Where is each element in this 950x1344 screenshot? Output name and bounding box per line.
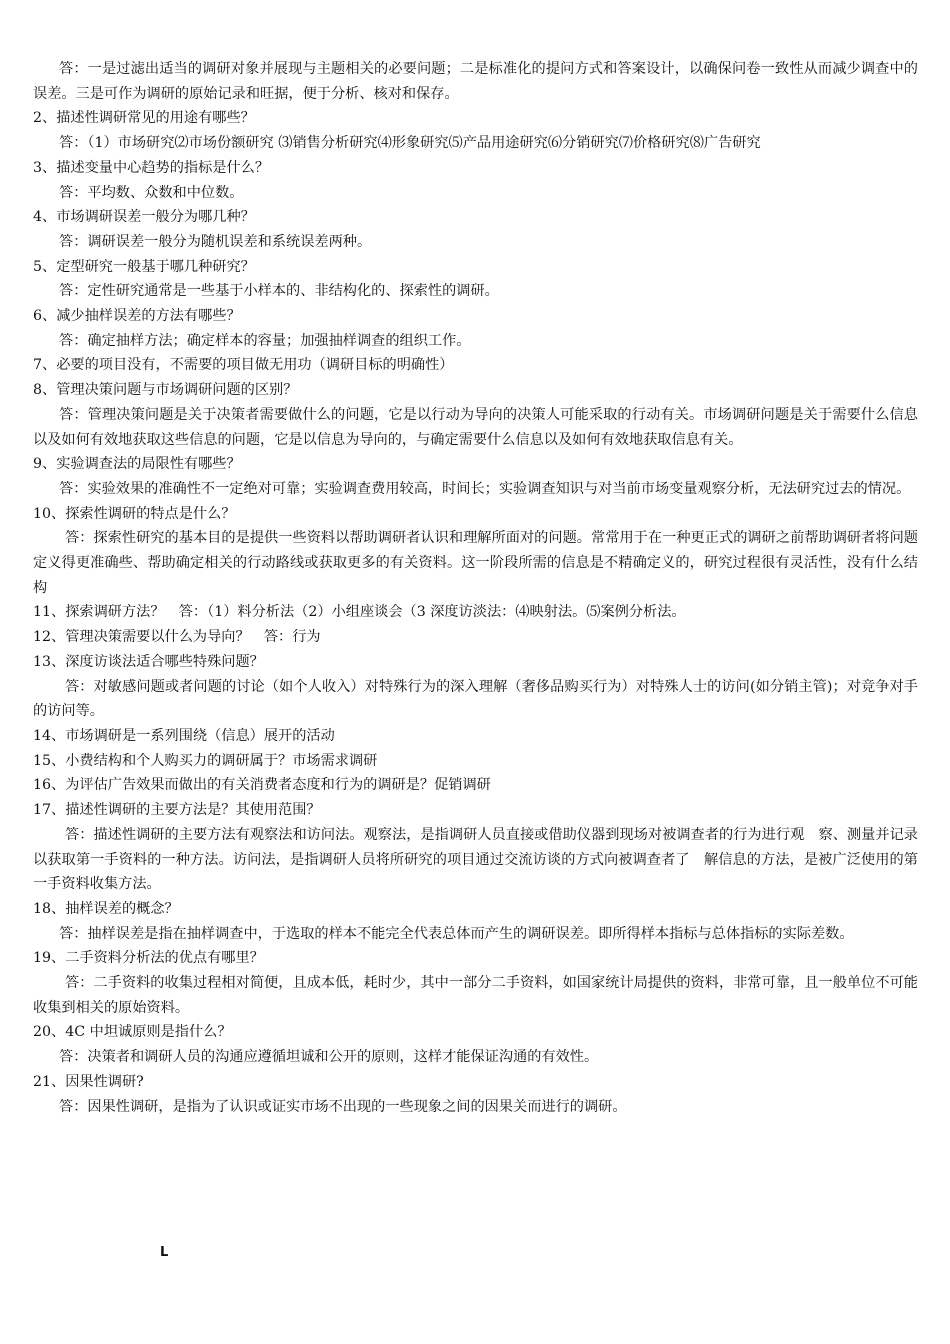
answer-5: 答：定性研究通常是一些基于小样本的、非结构化的、探索性的调研。 (59, 283, 499, 300)
question-15: 15、小费结构和个人购买力的调研属于？市场需求调研 (33, 752, 378, 769)
question-18: 18、抽样误差的概念？ (33, 900, 179, 917)
answer-10: 答：探索性研究的基本目的是提供一些资料以帮助调研者认识和理解所面对的问题。常常用于在一种更正式的调研之前帮助调研者将问题定义得更准确些、帮助确定相关的行动路线或获取更多的有关资料。这一阶段所需的信息是不精确定义的，研究过程很有灵活性，没有什么结构 (33, 530, 918, 596)
question-9: 9、实验调查法的局限性有哪些？ (33, 456, 241, 473)
question-13: 13、深度访谈法适合哪些特殊问题？ (33, 653, 264, 670)
question-19: 19、二手资料分析法的优点有哪里？ (33, 950, 264, 967)
answer-2: 答：（1）市场研究⑵市场份额研究 ⑶销售分析研究⑷形象研究⑸产品用途研究⑹分销研究⑺价格研究⑻广告研究 (59, 135, 761, 152)
question-5: 5、定型研究一般基于哪几种研究？ (33, 258, 255, 275)
answer-8: 答：管理决策问题是关于决策者需要做什么的问题，它是以行动为导向的决策人可能采取的行动有关。市场调研问题是关于需要什么信息以及如何有效地获取这些信息的问题，它是以信息为导向的，与确定需要什么信息以及如何有效地获取信息有关。 (33, 406, 918, 448)
question-7: 7、必要的项目没有，不需要的项目做无用功（调研目标的明确性） (33, 357, 454, 374)
question-8: 8、管理决策问题与市场调研问题的区别？ (33, 382, 298, 399)
answer-1: 答：一是过滤出适当的调研对象并展现与主题相关的必要问题；二是标准化的提问方式和答案设计，以确保问卷一致性从而减少调查中的误差。三是可作为调研的原始记录和旺据，便于分析、核对和保存。 (33, 61, 918, 102)
question-12: 12、管理决策需要以什么为导向？ 答：行为 (33, 629, 321, 646)
answer-19: 答：二手资料的收集过程相对简便，且成本低，耗时少，其中一部分二手资料，如国家统计局提供的资料，非常可靠，且一般单位不可能收集到相关的原始资料。 (33, 975, 918, 1016)
question-14: 14、市场调研是一系列围绕（信息）展开的活动 (33, 727, 335, 744)
question-17: 17、描述性调研的主要方法是？其使用范围？ (33, 802, 321, 819)
answer-9: 答：实验效果的准确性不一定绝对可靠；实验调查费用较高，时间长；实验调查知识与对当前市场变量观察分析，无法研究过去的情况。 (59, 480, 911, 497)
question-6: 6、减少抽样误差的方法有哪些？ (33, 308, 241, 325)
question-3: 3、描述变量中心趋势的指标是什么？ (33, 159, 270, 176)
answer-3: 答：平均数、众数和中位数。 (59, 184, 244, 201)
answer-4: 答：调研误差一般分为随机误差和系统误差两种。 (59, 233, 372, 250)
answer-18: 答：抽样误差是指在抽样调查中，于选取的样本不能完全代表总体而产生的调研误差。即所得样本指标与总体指标的实际差数。 (59, 925, 854, 942)
answer-6: 答：确定抽样方法；确定样本的容量；加强抽样调查的组织工作。 (59, 332, 471, 349)
question-2: 2、描述性调研常见的用途有哪些？ (33, 110, 255, 127)
qa-content (33, 57, 918, 1119)
footer-mark: L (160, 1245, 169, 1260)
answer-21: 答：因果性调研，是指为了认识或证实市场不出现的一些现象之间的因果关而进行的调研。 (59, 1098, 627, 1115)
question-16: 16、为评估广告效果而做出的有关消费者态度和行为的调研是？促销调研 (33, 777, 491, 794)
answer-13: 答：对敏感问题或者问题的讨论（如个人收入）对特殊行为的深入理解（奢侈品购买行为）对特殊人士的访问(如分销主管)；对竞争对手的访问等。 (33, 678, 918, 720)
answer-17: 答：描述性调研的主要方法有观察法和访问法。观察法，是指调研人员直接或借助仪器到现场对被调查者的行为进行观 察、测量并记录以获取第一手资料的一种方法。访问法，是指调研人员将所研究的项目通过交流访谈的方式向被调查者了 解信息的方法，是被广泛使用的第一手资料收集方法。 (33, 826, 918, 893)
question-4: 4、市场调研误差一般分为哪几种？ (33, 209, 255, 226)
question-10: 10、探索性调研的特点是什么？ (33, 505, 236, 522)
question-20: 20、4C 中坦诚原则是指什么？ (33, 1024, 232, 1041)
question-11: 11、探索调研方法？ 答：（1）料分析法（2）小组座谈会（3 深度访淡法：⑷映射法。⑸案例分析法。 (33, 604, 686, 621)
question-21: 21、因果性调研? (33, 1073, 144, 1090)
answer-20: 答：决策者和调研人员的沟通应遵循坦诚和公开的原则，这样才能保证沟通的有效性。 (59, 1049, 599, 1066)
